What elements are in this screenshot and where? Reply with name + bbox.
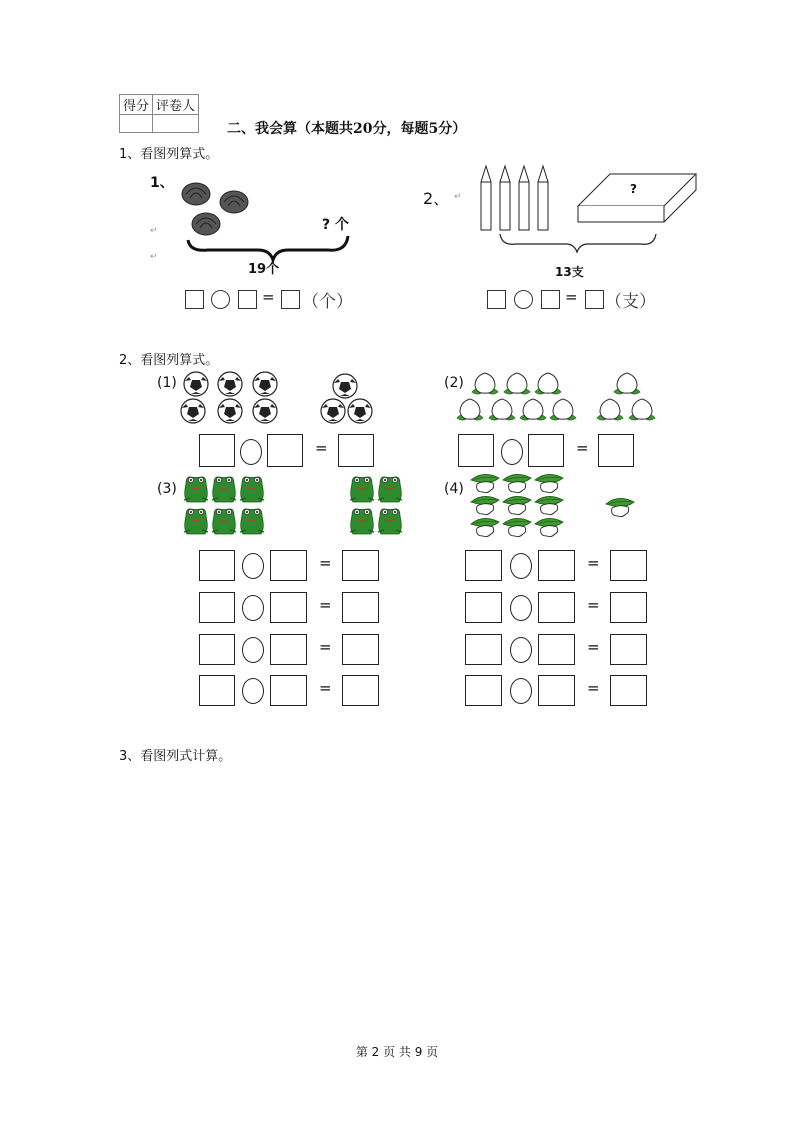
equals-sign: = <box>319 554 332 572</box>
score-cell[interactable] <box>120 115 153 133</box>
answer-box[interactable] <box>342 634 379 665</box>
answer-box[interactable] <box>610 675 647 706</box>
answer-box[interactable] <box>238 290 257 309</box>
soccer-ball-icon <box>181 372 372 423</box>
answer-box[interactable] <box>270 550 307 581</box>
brace-icon <box>188 236 348 260</box>
answer-box[interactable] <box>598 434 634 467</box>
answer-box[interactable] <box>465 592 502 623</box>
q1-part1-number: 1、 <box>150 175 174 191</box>
answer-box[interactable] <box>465 550 502 581</box>
equals-sign: = <box>587 679 600 697</box>
frogs-illustration <box>183 474 408 540</box>
answer-box[interactable] <box>585 290 604 309</box>
equals-sign: = <box>315 439 328 457</box>
box-question-mark: ? <box>630 182 637 196</box>
answer-box[interactable] <box>270 675 307 706</box>
answer-box[interactable] <box>267 434 303 467</box>
leaf-fruit-icon <box>471 474 634 536</box>
answer-box[interactable] <box>465 634 502 665</box>
equals-sign: = <box>262 288 275 306</box>
equals-sign: = <box>576 439 589 457</box>
answer-box[interactable] <box>342 550 379 581</box>
section-title: 二、我会算（本题共20分，每题5分） <box>227 121 467 137</box>
brace-icon <box>500 234 656 252</box>
paragraph-mark: ↵ <box>150 226 158 236</box>
equals-sign: = <box>319 596 332 614</box>
score-header: 得分 <box>120 95 153 115</box>
operator-circle[interactable] <box>510 553 532 579</box>
answer-box[interactable] <box>541 290 560 309</box>
question-1-label: 1、看图列算式。 <box>119 147 219 162</box>
operator-circle[interactable] <box>211 290 230 309</box>
operator-circle[interactable] <box>242 553 264 579</box>
answer-box[interactable] <box>199 592 235 623</box>
equals-sign: = <box>587 638 600 656</box>
leaf-fruits-illustration <box>468 472 638 542</box>
equals-sign: = <box>587 554 600 572</box>
answer-box[interactable] <box>538 592 575 623</box>
operator-circle[interactable] <box>242 678 264 704</box>
answer-box[interactable] <box>338 434 374 467</box>
q1-part1-total: 19个 <box>248 262 280 277</box>
pencils-and-box-illustration <box>476 160 701 255</box>
answer-box[interactable] <box>342 592 379 623</box>
paragraph-mark: ↵ <box>150 252 158 262</box>
q2-part1-number: (1) <box>157 375 177 391</box>
q1-part2-number: 2、 <box>423 189 450 208</box>
answer-box[interactable] <box>199 434 235 467</box>
operator-circle[interactable] <box>510 637 532 663</box>
frog-icon <box>184 477 402 534</box>
operator-circle[interactable] <box>514 290 533 309</box>
operator-circle[interactable] <box>242 595 264 621</box>
grader-cell[interactable] <box>153 115 199 133</box>
answer-box[interactable] <box>199 550 235 581</box>
answer-box[interactable] <box>199 634 235 665</box>
peach-icon <box>457 373 655 420</box>
answer-box[interactable] <box>538 550 575 581</box>
answer-box[interactable] <box>342 675 379 706</box>
pencil-icon <box>481 166 548 230</box>
q2-part3-number: (3) <box>157 481 177 497</box>
q1-part2-total: 13支 <box>555 265 584 279</box>
score-table <box>119 94 199 133</box>
answer-box[interactable] <box>185 290 204 309</box>
equals-sign: = <box>319 638 332 656</box>
operator-circle[interactable] <box>240 439 262 465</box>
unit-label: （支） <box>605 292 656 312</box>
q1-part1-question: ? 个 <box>322 217 349 233</box>
chestnut-icon <box>182 183 248 235</box>
paragraph-mark: ↵ <box>454 192 462 202</box>
answer-box[interactable] <box>538 634 575 665</box>
answer-box[interactable] <box>487 290 506 309</box>
soccer-balls-illustration <box>178 370 378 428</box>
operator-circle[interactable] <box>501 439 523 465</box>
grader-header: 评卷人 <box>153 95 199 115</box>
question-2-label: 2、看图列算式。 <box>119 353 219 368</box>
equals-sign: = <box>319 679 332 697</box>
answer-box[interactable] <box>610 550 647 581</box>
answer-box[interactable] <box>528 434 564 467</box>
q2-part4-number: (4) <box>444 481 464 497</box>
equals-sign: = <box>565 288 578 306</box>
answer-box[interactable] <box>610 634 647 665</box>
answer-box[interactable] <box>538 675 575 706</box>
unit-label: （个） <box>302 292 353 312</box>
answer-box[interactable] <box>458 434 494 467</box>
answer-box[interactable] <box>270 634 307 665</box>
answer-box[interactable] <box>199 675 235 706</box>
operator-circle[interactable] <box>242 637 264 663</box>
page-footer: 第 2 页 共 9 页 <box>355 1045 439 1059</box>
answer-box[interactable] <box>270 592 307 623</box>
answer-box[interactable] <box>465 675 502 706</box>
answer-box[interactable] <box>281 290 300 309</box>
q2-part2-number: (2) <box>444 375 464 391</box>
box-icon <box>578 174 696 222</box>
equals-sign: = <box>587 596 600 614</box>
question-3-label: 3、看图列式计算。 <box>119 749 232 764</box>
operator-circle[interactable] <box>510 678 532 704</box>
answer-box[interactable] <box>610 592 647 623</box>
operator-circle[interactable] <box>510 595 532 621</box>
peaches-illustration <box>455 368 667 428</box>
